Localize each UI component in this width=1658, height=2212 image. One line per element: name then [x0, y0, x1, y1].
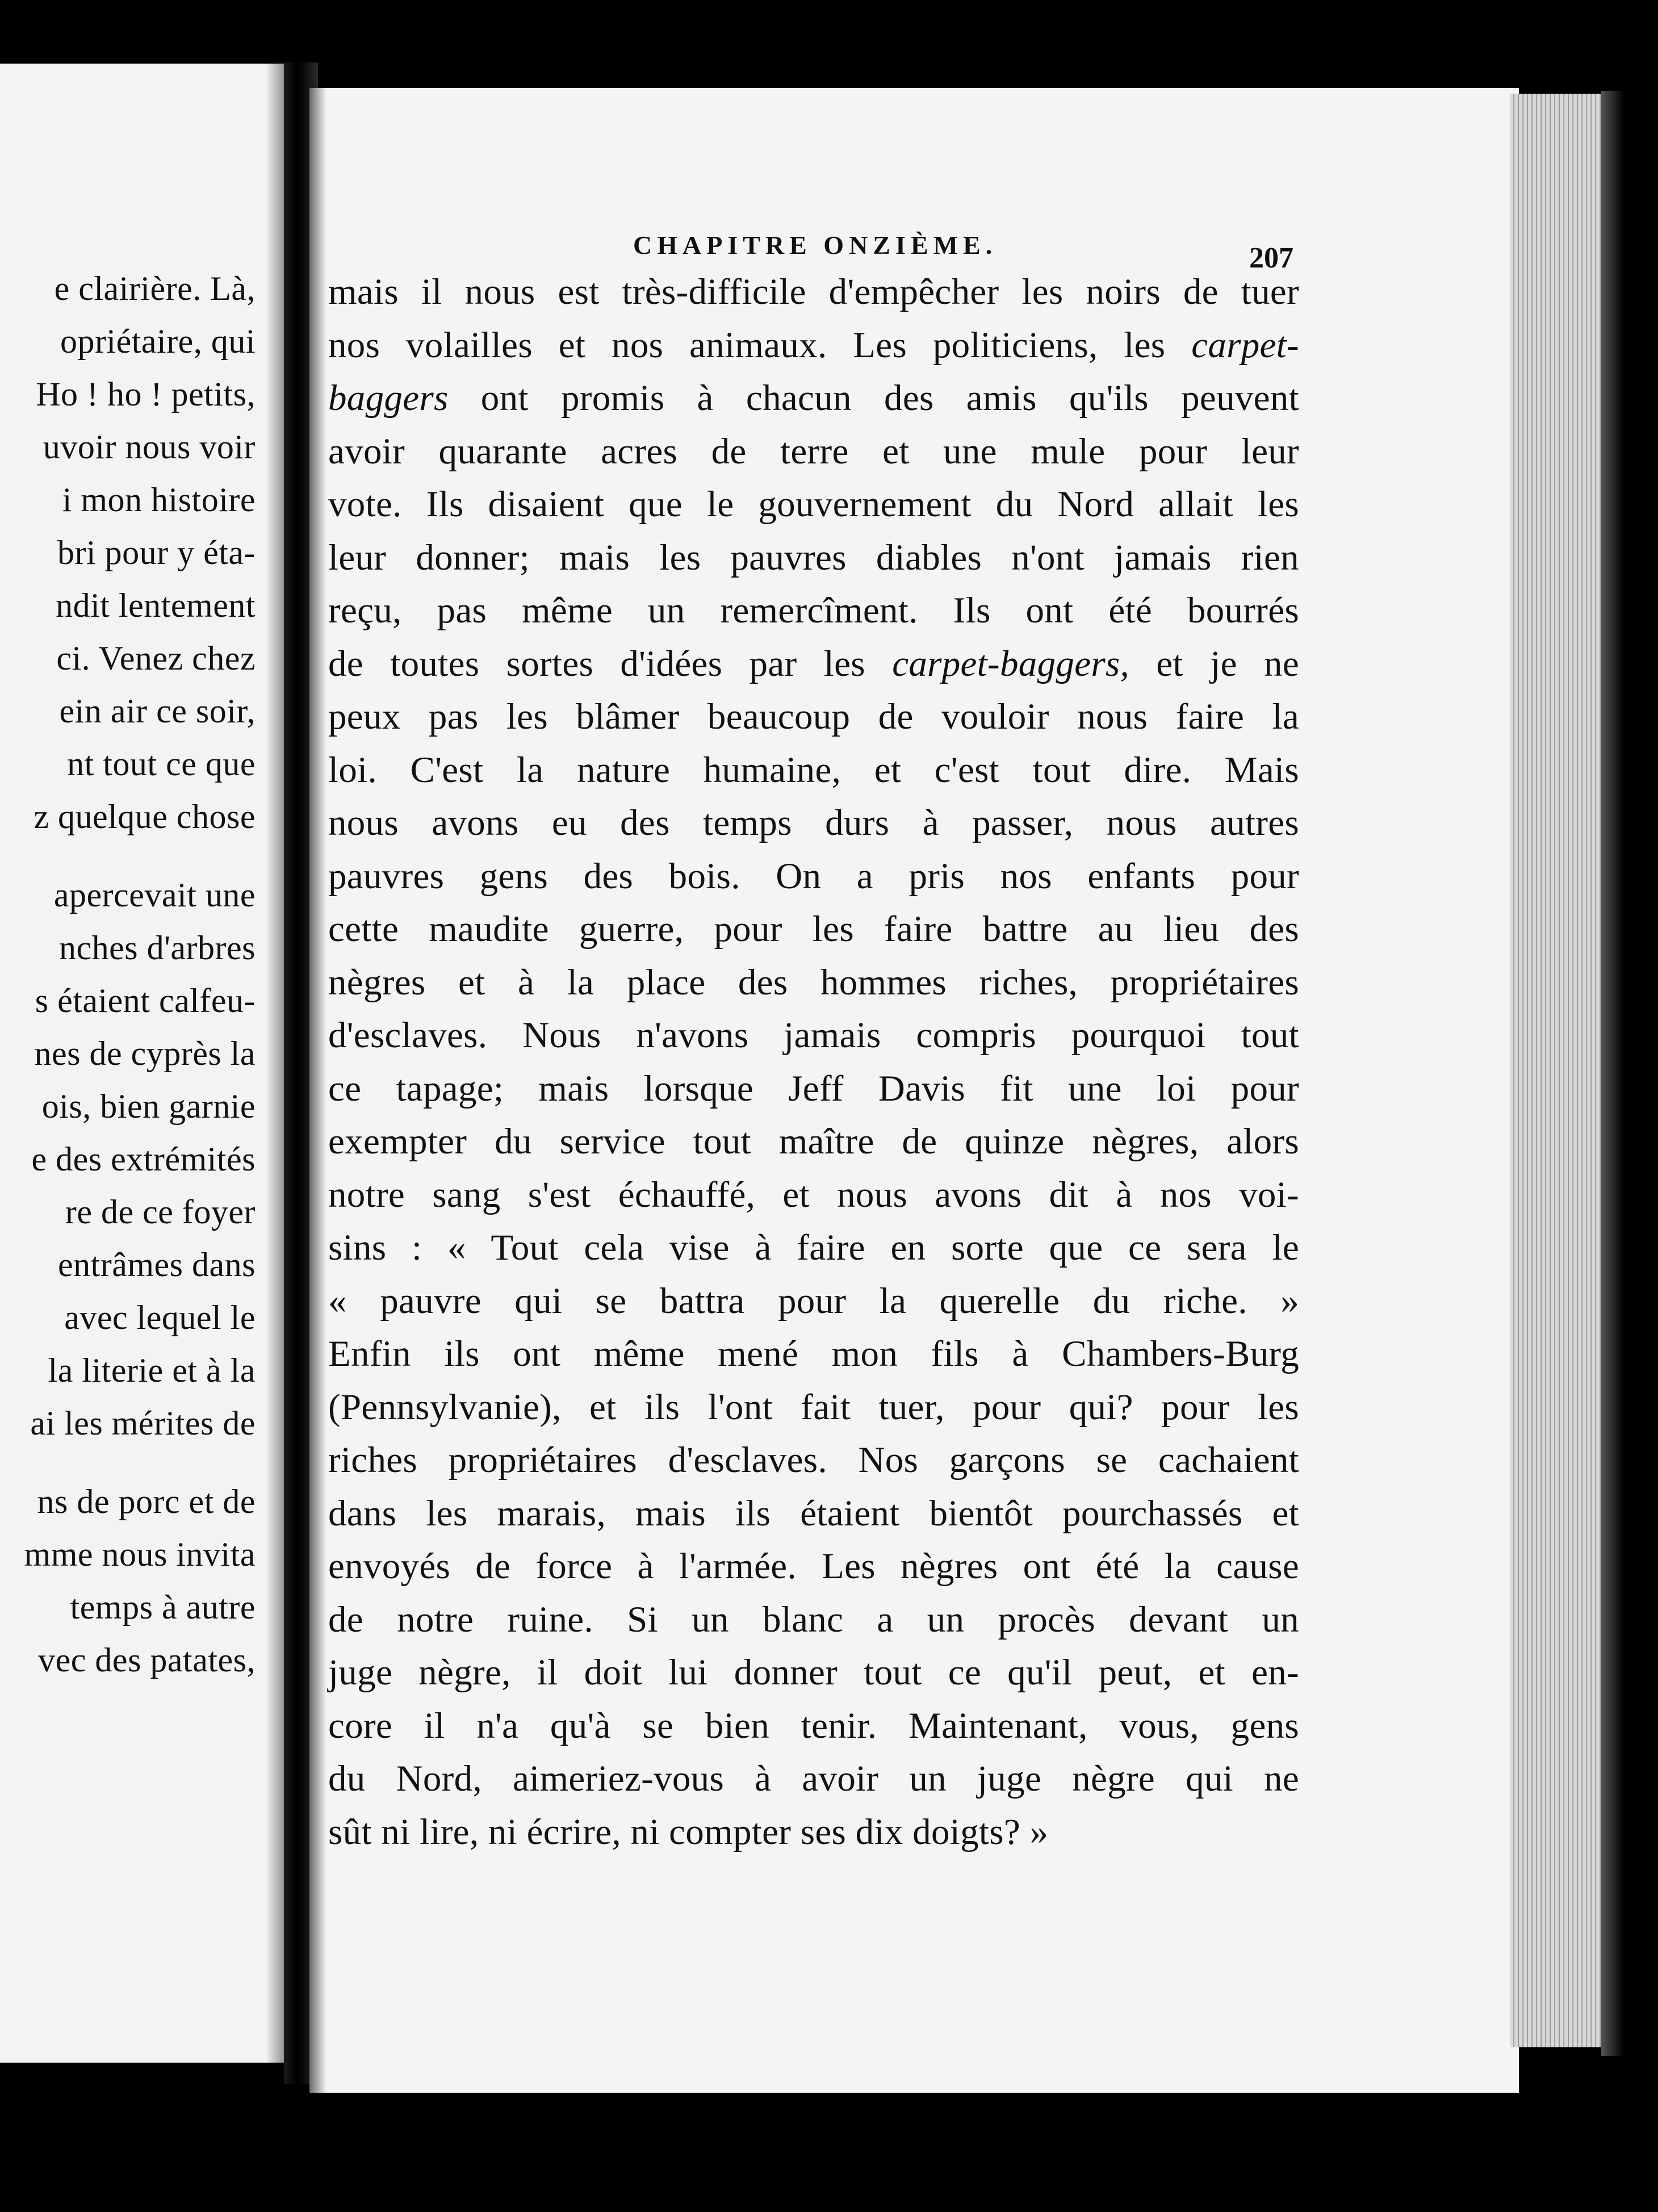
text-line [328, 1222, 1299, 1275]
running-head: CHAPITRE ONZIÈME. [633, 231, 998, 260]
text-line [328, 744, 1299, 797]
text-segment: nous avons eu des temps durs à passer, nous autres [328, 802, 1299, 843]
text-segment: mais il nous est très-difficile d'empêcher les noirs de tuer [328, 271, 1299, 312]
text-segment: loi. C'est la nature humaine, et c'est tout dire. Mais [328, 749, 1299, 791]
left-page-line: nches d'arbres [59, 929, 256, 967]
text-line [328, 1487, 1299, 1541]
text-segment: ce tapage; mais lorsque Jeff Davis fit une loi pour [328, 1068, 1299, 1109]
left-page-text [0, 262, 256, 1687]
italic-term: carpet-baggers, [892, 643, 1130, 684]
text-line [328, 584, 1299, 638]
right-page-gutter [309, 88, 326, 2093]
text-segment: nègres et à la place des hommes riches, propriétaires [328, 961, 1299, 1003]
left-page-line: e clairière. Là, [54, 270, 256, 307]
text-segment: exempter du service tout maître de quinze nègres, alors [328, 1121, 1299, 1162]
text-line [328, 691, 1299, 744]
text-segment: sût ni lire, ni écrire, ni compter ses dix doigts? » [328, 1811, 1049, 1853]
text-segment: peux pas les blâmer beaucoup de vouloir nous faire la [328, 696, 1299, 737]
page-body-text [328, 266, 1299, 1859]
text-line [328, 1594, 1299, 1647]
left-page-line: s étaient calfeu- [35, 982, 256, 1019]
text-segment: reçu, pas même un remercîment. Ils ont été bourrés [328, 590, 1299, 631]
text-line [328, 1540, 1299, 1594]
left-page-line: ci. Venez chez [56, 639, 256, 677]
text-line [328, 425, 1299, 479]
left-page-line: avec lequel le [64, 1299, 256, 1336]
text-segment: sins : « Tout cela vise à faire en sorte que ce sera le [328, 1227, 1299, 1268]
left-page-line: mme nous invita [24, 1536, 256, 1573]
left-page-line: i mon histoire [62, 481, 256, 518]
text-segment: « pauvre qui se battra pour la querelle du riche. » [328, 1280, 1299, 1322]
text-segment: de toutes sortes d'idées par les [328, 643, 893, 684]
text-line [328, 638, 1299, 691]
left-page-line: e des extrémités [31, 1140, 256, 1178]
text-line [328, 1328, 1299, 1381]
text-line [328, 266, 1299, 319]
text-line [328, 797, 1299, 850]
text-segment: cette maudite guerre, pour les faire battre au lieu des [328, 909, 1299, 950]
left-page-line: ai les mérites de [30, 1404, 256, 1442]
text-line [328, 1169, 1299, 1222]
left-page-line: ois, bien garnie [41, 1088, 256, 1125]
text-line [328, 1063, 1299, 1116]
text-segment: core il n'a qu'à se bien tenir. Maintenant, vous, gens [328, 1705, 1299, 1746]
left-page-line: vec des patates, [38, 1641, 256, 1679]
text-line [328, 532, 1299, 585]
left-page-line: ndit lentement [56, 587, 256, 624]
text-segment: nos volailles et nos animaux. Les politiciens, les [328, 324, 1192, 366]
text-segment: leur donner; mais les pauvres diables n'ont jamais rien [328, 537, 1299, 578]
left-page-line: la literie et à la [48, 1352, 256, 1389]
page-edges-shadow [1601, 91, 1624, 2056]
left-page-line: opriétaire, qui [60, 323, 256, 360]
text-segment: avoir quarante acres de terre et une mule pour leur [328, 430, 1299, 472]
text-segment: d'esclaves. Nous n'avons jamais compris pourquoi tout [328, 1015, 1299, 1056]
left-page-line: uvoir nous voir [43, 428, 256, 466]
text-line [328, 1753, 1299, 1806]
text-segment: vote. Ils disaient que le gouvernement du Nord allait les [328, 484, 1299, 525]
text-segment: envoyés de force à l'armée. Les nègres ont été la cause [328, 1546, 1299, 1587]
page-edges [1510, 94, 1601, 2047]
left-page-line: ns de porc et de [37, 1483, 256, 1520]
text-line [328, 478, 1299, 532]
text-line [328, 372, 1299, 425]
text-line [328, 319, 1299, 373]
text-segment: du Nord, aimeriez-vous à avoir un juge nègre qui ne [328, 1758, 1299, 1799]
left-page-line: nes de cyprès la [34, 1035, 256, 1072]
left-page-line: entrâmes dans [57, 1246, 256, 1283]
text-segment: Enfin ils ont même mené mon fils à Chambers-Burg [328, 1333, 1299, 1374]
left-page-line: ein air ce soir, [59, 692, 256, 730]
text-line [328, 1009, 1299, 1063]
italic-term: carpet- [1191, 324, 1299, 366]
text-line [328, 1434, 1299, 1487]
left-page-line: bri pour y éta- [57, 534, 256, 571]
text-line [328, 1275, 1299, 1328]
text-segment: de notre ruine. Si un blanc a un procès devant un [328, 1599, 1299, 1640]
left-page-line: temps à autre [70, 1588, 256, 1626]
text-line [328, 1646, 1299, 1700]
text-segment: riches propriétaires d'esclaves. Nos garçons se cachaient [328, 1440, 1299, 1481]
italic-term: baggers [328, 378, 449, 419]
left-page-line: z quelque chose [34, 798, 256, 835]
text-line [328, 956, 1299, 1010]
text-line [328, 903, 1299, 956]
text-segment: et je ne [1129, 643, 1299, 684]
text-line [328, 1806, 1299, 1859]
text-line [328, 1381, 1299, 1435]
left-page-line: re de ce foyer [65, 1193, 256, 1231]
left-page-line: apercevait une [53, 876, 256, 914]
text-segment: juge nègre, il doit lui donner tout ce qu'il peut, et en- [328, 1652, 1299, 1693]
text-segment: pauvres gens des bois. On a pris nos enfants pour [328, 855, 1299, 897]
text-line [328, 1115, 1299, 1169]
text-line [328, 850, 1299, 904]
left-facing-page [0, 64, 290, 2063]
text-line [328, 1700, 1299, 1753]
text-segment: (Pennsylvanie), et ils l'ont fait tuer, pour qui? pour les [328, 1386, 1299, 1428]
text-segment: dans les marais, mais ils étaient bientôt pourchassés et [328, 1492, 1299, 1534]
page-number: 207 [1249, 242, 1293, 274]
text-segment: ont promis à chacun des amis qu'ils peuvent [448, 378, 1299, 419]
text-segment: notre sang s'est échauffé, et nous avons dit à nos voi- [328, 1174, 1299, 1215]
left-page-line: Ho ! ho ! petits, [36, 375, 256, 413]
left-page-line: nt tout ce que [67, 745, 256, 783]
